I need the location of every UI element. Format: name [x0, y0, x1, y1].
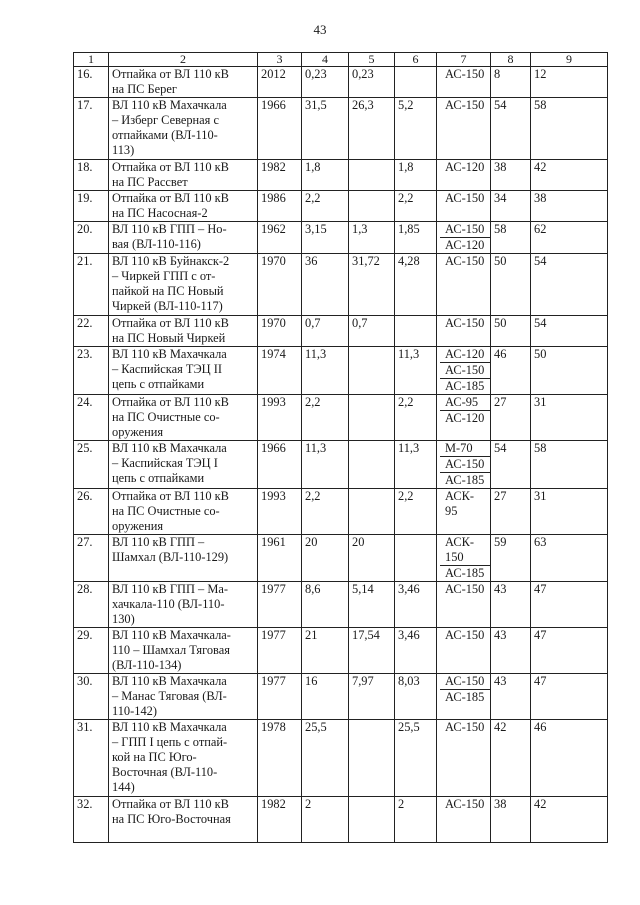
- value-col-5: [349, 191, 395, 222]
- line-name-part: пайкой на ПС Новый: [112, 284, 224, 298]
- column-header: 4: [302, 53, 349, 67]
- table-row: [74, 160, 608, 191]
- line-name: [109, 160, 258, 191]
- wire-type: АС-150: [445, 98, 485, 112]
- line-name-part: на ПС Юго-Восточная: [112, 812, 231, 826]
- commission-year: 1962: [258, 222, 302, 254]
- row-number: 22.: [74, 316, 109, 347]
- value-col-8: 58: [491, 222, 531, 254]
- value-col-6: 2: [395, 797, 437, 843]
- value-col-8: 54: [491, 98, 531, 160]
- wire-type: АС-150: [445, 582, 485, 596]
- line-name-part: Шамхал (ВЛ-110-129): [112, 550, 229, 564]
- line-name-part: Отпайка от ВЛ 110 кВ: [112, 489, 229, 503]
- row-number: 24.: [74, 395, 109, 441]
- wire-type: АС-185: [445, 473, 485, 487]
- value-col-6: 8,03: [395, 674, 437, 720]
- table-row: [74, 254, 608, 316]
- value-col-4: 36: [302, 254, 349, 316]
- table-row: [74, 628, 608, 674]
- value-col-4: 11,3: [302, 347, 349, 395]
- commission-year: 1961: [258, 535, 302, 582]
- value-col-5: [349, 160, 395, 191]
- line-name: [109, 674, 258, 720]
- line-name-part: оружения: [112, 425, 164, 439]
- value-col-9: 50: [531, 347, 608, 395]
- line-name: [109, 441, 258, 489]
- column-header: 2: [109, 53, 258, 67]
- row-number: 25.: [74, 441, 109, 489]
- row-number: 23.: [74, 347, 109, 395]
- line-name-part: Отпайка от ВЛ 110 кВ: [112, 67, 229, 81]
- line-name-part: – Каспийская ТЭЦ II: [112, 362, 222, 376]
- value-col-8: 34: [491, 191, 531, 222]
- line-name-part: отпайками (ВЛ-110-: [112, 128, 218, 142]
- value-col-4: 31,5: [302, 98, 349, 160]
- line-name: [109, 254, 258, 316]
- wire-types: [437, 347, 491, 395]
- row-number: 19.: [74, 191, 109, 222]
- value-col-6: 1,85: [395, 222, 437, 254]
- wire-type: АС-150: [445, 628, 485, 642]
- wire-types: [437, 582, 491, 628]
- line-name-part: на ПС Насосная-2: [112, 206, 208, 220]
- table-row: [74, 535, 608, 582]
- commission-year: 1970: [258, 254, 302, 316]
- wire-types: [437, 674, 491, 720]
- column-header: 8: [491, 53, 531, 67]
- line-name: [109, 797, 258, 843]
- wire-type: АС-120: [445, 238, 485, 252]
- value-col-5: [349, 347, 395, 395]
- column-header: 9: [531, 53, 608, 67]
- table-row: [74, 797, 608, 843]
- wire-types: [437, 628, 491, 674]
- value-col-8: 46: [491, 347, 531, 395]
- wire-type: АС-150: [445, 316, 485, 330]
- value-col-9: 58: [531, 98, 608, 160]
- value-col-8: 27: [491, 395, 531, 441]
- commission-year: 1977: [258, 674, 302, 720]
- power-lines-table: [73, 52, 608, 843]
- line-name: [109, 489, 258, 535]
- row-number: 26.: [74, 489, 109, 535]
- wire-types: [437, 254, 491, 316]
- value-col-5: 0,7: [349, 316, 395, 347]
- value-col-8: 27: [491, 489, 531, 535]
- wire-types: [437, 720, 491, 797]
- wire-type: АС-150: [440, 457, 490, 473]
- line-name-part: 144): [112, 780, 135, 794]
- line-name-part: хачкала-110 (ВЛ-110-: [112, 597, 225, 611]
- value-col-5: 17,54: [349, 628, 395, 674]
- value-col-5: 31,72: [349, 254, 395, 316]
- column-header: 7: [437, 53, 491, 67]
- table-row: [74, 98, 608, 160]
- line-name: [109, 191, 258, 222]
- value-col-5: [349, 720, 395, 797]
- line-name: [109, 222, 258, 254]
- line-name: [109, 316, 258, 347]
- line-name: [109, 535, 258, 582]
- value-col-9: 47: [531, 628, 608, 674]
- value-col-4: 20: [302, 535, 349, 582]
- value-col-6: [395, 535, 437, 582]
- value-col-9: 54: [531, 316, 608, 347]
- value-col-6: 25,5: [395, 720, 437, 797]
- line-name-part: ВЛ 110 кВ Махачкала: [112, 674, 227, 688]
- line-name-part: ВЛ 110 кВ Махачкала: [112, 720, 227, 734]
- line-name-part: вая (ВЛ-110-116): [112, 237, 201, 251]
- row-number: 17.: [74, 98, 109, 160]
- row-number: 31.: [74, 720, 109, 797]
- value-col-9: 42: [531, 160, 608, 191]
- line-name-part: цепь с отпайками: [112, 377, 205, 391]
- commission-year: 1982: [258, 797, 302, 843]
- value-col-8: 54: [491, 441, 531, 489]
- wire-types: [437, 395, 491, 441]
- wire-type: АС-185: [445, 379, 485, 393]
- value-col-4: 16: [302, 674, 349, 720]
- row-number: 16.: [74, 67, 109, 98]
- wire-types: [437, 316, 491, 347]
- line-name-part: Отпайка от ВЛ 110 кВ: [112, 160, 229, 174]
- value-col-6: 3,46: [395, 582, 437, 628]
- wire-type: АС-120: [445, 411, 485, 425]
- line-name-part: ВЛ 110 кВ Махачкала-: [112, 628, 231, 642]
- value-col-5: 0,23: [349, 67, 395, 98]
- value-col-9: 38: [531, 191, 608, 222]
- wire-types: [437, 191, 491, 222]
- line-name-part: на ПС Очистные со-: [112, 410, 220, 424]
- line-name-part: Чиркей (ВЛ-110-117): [112, 299, 223, 313]
- value-col-6: 2,2: [395, 489, 437, 535]
- table-row: [74, 441, 608, 489]
- value-col-6: [395, 67, 437, 98]
- line-name-part: ВЛ 110 кВ Буйнакск-2: [112, 254, 230, 268]
- line-name-part: – Манас Тяговая (ВЛ-: [112, 689, 227, 703]
- commission-year: 1974: [258, 347, 302, 395]
- line-name-part: на ПС Очистные со-: [112, 504, 220, 518]
- wire-type: АС-150: [445, 191, 485, 205]
- value-col-9: 63: [531, 535, 608, 582]
- value-col-8: 43: [491, 674, 531, 720]
- value-col-4: 2,2: [302, 489, 349, 535]
- wire-type: АС-120: [445, 160, 485, 174]
- commission-year: 1977: [258, 628, 302, 674]
- page-number: 43: [313, 22, 327, 37]
- wire-types: [437, 441, 491, 489]
- value-col-5: [349, 395, 395, 441]
- wire-type: АСК- 150: [440, 535, 490, 566]
- commission-year: 2012: [258, 67, 302, 98]
- value-col-4: 3,15: [302, 222, 349, 254]
- wire-type: АС-150: [445, 720, 485, 734]
- table-row: [74, 316, 608, 347]
- value-col-6: 4,28: [395, 254, 437, 316]
- value-col-5: [349, 441, 395, 489]
- line-name: [109, 67, 258, 98]
- value-col-8: 50: [491, 254, 531, 316]
- value-col-8: 42: [491, 720, 531, 797]
- commission-year: 1986: [258, 191, 302, 222]
- value-col-5: [349, 797, 395, 843]
- value-col-4: 2,2: [302, 191, 349, 222]
- value-col-5: [349, 489, 395, 535]
- value-col-4: 0,23: [302, 67, 349, 98]
- line-name-part: – Чиркей ГПП с от-: [112, 269, 216, 283]
- table-row: [74, 67, 608, 98]
- wire-types: [437, 222, 491, 254]
- commission-year: 1977: [258, 582, 302, 628]
- line-name-part: на ПС Берег: [112, 82, 177, 96]
- line-name-part: ВЛ 110 кВ Махачкала: [112, 441, 227, 455]
- value-col-9: 58: [531, 441, 608, 489]
- wire-types: [437, 535, 491, 582]
- value-col-6: 2,2: [395, 395, 437, 441]
- wire-type: АС-150: [445, 254, 485, 268]
- value-col-9: 31: [531, 395, 608, 441]
- value-col-6: 5,2: [395, 98, 437, 160]
- value-col-4: 8,6: [302, 582, 349, 628]
- value-col-9: 46: [531, 720, 608, 797]
- value-col-5: 20: [349, 535, 395, 582]
- value-col-6: 2,2: [395, 191, 437, 222]
- table-row: [74, 674, 608, 720]
- value-col-8: 50: [491, 316, 531, 347]
- value-col-9: 42: [531, 797, 608, 843]
- value-col-5: 5,14: [349, 582, 395, 628]
- wire-types: [437, 489, 491, 535]
- value-col-8: 59: [491, 535, 531, 582]
- wire-type: АС-150: [445, 67, 485, 81]
- value-col-5: 1,3: [349, 222, 395, 254]
- line-name-part: Отпайка от ВЛ 110 кВ: [112, 395, 229, 409]
- value-col-9: 47: [531, 674, 608, 720]
- value-col-4: 0,7: [302, 316, 349, 347]
- line-name-part: 113): [112, 143, 135, 157]
- commission-year: 1993: [258, 395, 302, 441]
- value-col-4: 2: [302, 797, 349, 843]
- row-number: 20.: [74, 222, 109, 254]
- value-col-4: 2,2: [302, 395, 349, 441]
- wire-type: АСК- 95: [445, 489, 474, 518]
- wire-type: АС-150: [440, 363, 490, 379]
- value-col-9: 54: [531, 254, 608, 316]
- value-col-4: 11,3: [302, 441, 349, 489]
- line-name-part: 130): [112, 612, 135, 626]
- commission-year: 1970: [258, 316, 302, 347]
- value-col-4: 25,5: [302, 720, 349, 797]
- line-name-part: ВЛ 110 кВ Махачкала: [112, 98, 227, 112]
- value-col-4: 1,8: [302, 160, 349, 191]
- commission-year: 1982: [258, 160, 302, 191]
- line-name-part: цепь с отпайками: [112, 471, 205, 485]
- value-col-8: 8: [491, 67, 531, 98]
- wire-type: АС-150: [440, 222, 490, 238]
- table-row: [74, 347, 608, 395]
- line-name-part: Восточная (ВЛ-110-: [112, 765, 218, 779]
- table-row: [74, 191, 608, 222]
- table-row: [74, 222, 608, 254]
- line-name-part: на ПС Новый Чиркей: [112, 331, 226, 345]
- table-row: [74, 489, 608, 535]
- wire-types: [437, 160, 491, 191]
- line-name-part: – ГПП I цепь с отпай-: [112, 735, 228, 749]
- line-name-part: – Изберг Северная с: [112, 113, 219, 127]
- line-name-part: (ВЛ-110-134): [112, 658, 182, 672]
- value-col-8: 43: [491, 628, 531, 674]
- wire-type: АС-95: [440, 395, 490, 411]
- row-number: 28.: [74, 582, 109, 628]
- line-name-part: кой на ПС Юго-: [112, 750, 197, 764]
- value-col-8: 43: [491, 582, 531, 628]
- line-name-part: Отпайка от ВЛ 110 кВ: [112, 316, 229, 330]
- value-col-9: 62: [531, 222, 608, 254]
- line-name: [109, 720, 258, 797]
- value-col-4: 21: [302, 628, 349, 674]
- commission-year: 1993: [258, 489, 302, 535]
- value-col-6: 1,8: [395, 160, 437, 191]
- commission-year: 1966: [258, 441, 302, 489]
- table-header-row: [74, 53, 608, 67]
- wire-types: [437, 98, 491, 160]
- value-col-6: 11,3: [395, 441, 437, 489]
- commission-year: 1978: [258, 720, 302, 797]
- line-name-part: Отпайка от ВЛ 110 кВ: [112, 797, 229, 811]
- column-header: 1: [74, 53, 109, 67]
- table-row: [74, 395, 608, 441]
- value-col-5: 7,97: [349, 674, 395, 720]
- line-name-part: 110-142): [112, 704, 157, 718]
- wire-type: АС-150: [445, 797, 485, 811]
- line-name: [109, 98, 258, 160]
- row-number: 27.: [74, 535, 109, 582]
- line-name-part: оружения: [112, 519, 164, 533]
- wire-type: АС-185: [445, 566, 485, 580]
- table-body: [74, 53, 608, 843]
- row-number: 32.: [74, 797, 109, 843]
- wire-type: АС-120: [440, 347, 490, 363]
- line-name: [109, 628, 258, 674]
- row-number: 30.: [74, 674, 109, 720]
- wire-type: М-70: [440, 441, 490, 457]
- line-name-part: ВЛ 110 кВ ГПП – Ма-: [112, 582, 228, 596]
- table-row: [74, 582, 608, 628]
- line-name: [109, 347, 258, 395]
- column-header: 6: [395, 53, 437, 67]
- line-name-part: 110 – Шамхал Тяговая: [112, 643, 230, 657]
- row-number: 29.: [74, 628, 109, 674]
- line-name: [109, 582, 258, 628]
- row-number: 18.: [74, 160, 109, 191]
- line-name-part: ВЛ 110 кВ ГПП – Но-: [112, 222, 227, 236]
- value-col-8: 38: [491, 160, 531, 191]
- value-col-8: 38: [491, 797, 531, 843]
- value-col-9: 31: [531, 489, 608, 535]
- line-name-part: Отпайка от ВЛ 110 кВ: [112, 191, 229, 205]
- column-header: 3: [258, 53, 302, 67]
- value-col-6: [395, 316, 437, 347]
- line-name-part: ВЛ 110 кВ Махачкала: [112, 347, 227, 361]
- line-name: [109, 395, 258, 441]
- line-name-part: на ПС Рассвет: [112, 175, 188, 189]
- row-number: 21.: [74, 254, 109, 316]
- wire-types: [437, 797, 491, 843]
- line-name-part: ВЛ 110 кВ ГПП –: [112, 535, 205, 549]
- line-name-part: – Каспийская ТЭЦ I: [112, 456, 218, 470]
- wire-types: [437, 67, 491, 98]
- commission-year: 1966: [258, 98, 302, 160]
- value-col-6: 3,46: [395, 628, 437, 674]
- value-col-6: 11,3: [395, 347, 437, 395]
- wire-type: АС-150: [440, 674, 490, 690]
- value-col-9: 47: [531, 582, 608, 628]
- value-col-9: 12: [531, 67, 608, 98]
- column-header: 5: [349, 53, 395, 67]
- value-col-5: 26,3: [349, 98, 395, 160]
- wire-type: АС-185: [445, 690, 485, 704]
- table-row: [74, 720, 608, 797]
